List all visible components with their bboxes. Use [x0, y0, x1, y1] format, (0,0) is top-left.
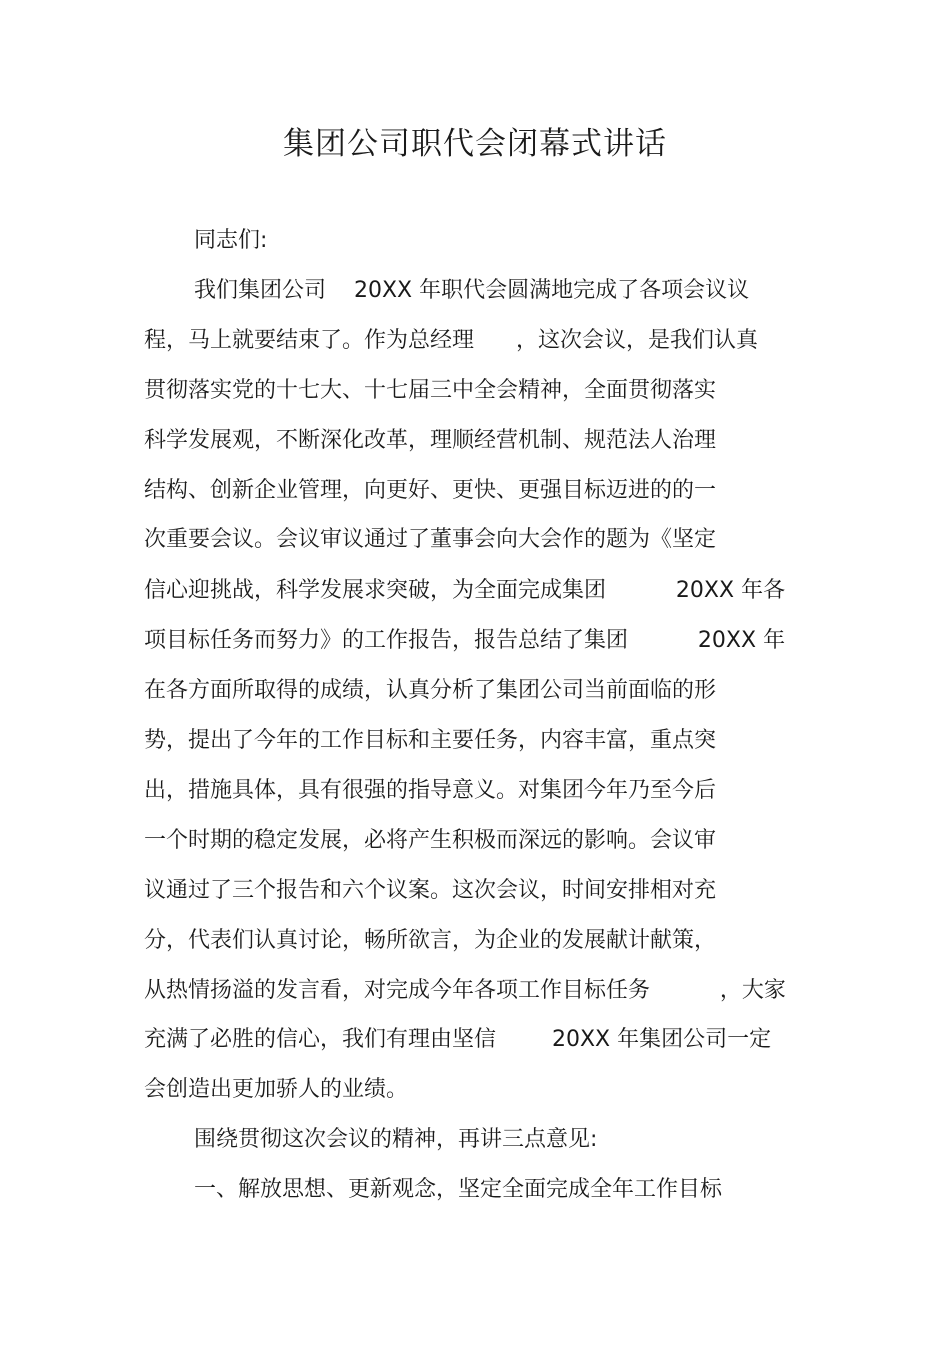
body-line: 在各方面所取得的成绩，认真分析了集团公司当前面临的形 — [144, 678, 717, 703]
body-line: 势，提出了今年的工作目标和主要任务，内容丰富，重点突 — [144, 728, 717, 753]
body-line: 我们集团公司 20XX 年职代会圆满地完成了各项会议议 — [194, 278, 750, 303]
body-line: 信心迎挑战，科学发展求突破，为全面完成集团 20XX 年各 — [144, 578, 786, 603]
salutation: 同志们: — [194, 228, 268, 253]
body-line: 次重要会议。会议审议通过了董事会向大会作的题为《坚定 — [144, 527, 717, 552]
body-line: 出，措施具体，具有很强的指导意义。对集团今年乃至今后 — [144, 778, 717, 803]
document-title: 集团公司职代会闭幕式讲话 — [283, 126, 667, 162]
body-line: 从热情扬溢的发言看，对完成今年各项工作目标任务 ，大家 — [144, 978, 786, 1003]
body-line: 贯彻落实党的十七大、十七届三中全会精神，全面贯彻落实 — [144, 378, 717, 403]
body-line: 分，代表们认真讨论，畅所欲言，为企业的发展献计献策， — [144, 928, 717, 953]
body-line: 一个时期的稳定发展，必将产生积极而深远的影响。会议审 — [144, 828, 717, 853]
body-line: 结构、创新企业管理，向更好、更快、更强目标迈进的的一 — [144, 478, 717, 503]
section-heading: 一、解放思想、更新观念，坚定全面完成全年工作目标 — [194, 1177, 723, 1202]
body-line: 会创造出更加骄人的业绩。 — [144, 1077, 409, 1102]
body-line: 项目标任务而努力》的工作报告，报告总结了集团 20XX 年 — [144, 628, 786, 653]
body-line: 程，马上就要结束了。作为总经理 ，这次会议，是我们认真 — [144, 328, 758, 353]
body-line: 科学发展观，不断深化改革，理顺经营机制、规范法人治理 — [144, 428, 717, 453]
body-line: 议通过了三个报告和六个议案。这次会议，时间安排相对充 — [144, 878, 717, 903]
body-line: 围绕贯彻这次会议的精神，再讲三点意见: — [194, 1127, 598, 1152]
body-line: 充满了必胜的信心，我们有理由坚信 20XX 年集团公司一定 — [144, 1027, 772, 1052]
